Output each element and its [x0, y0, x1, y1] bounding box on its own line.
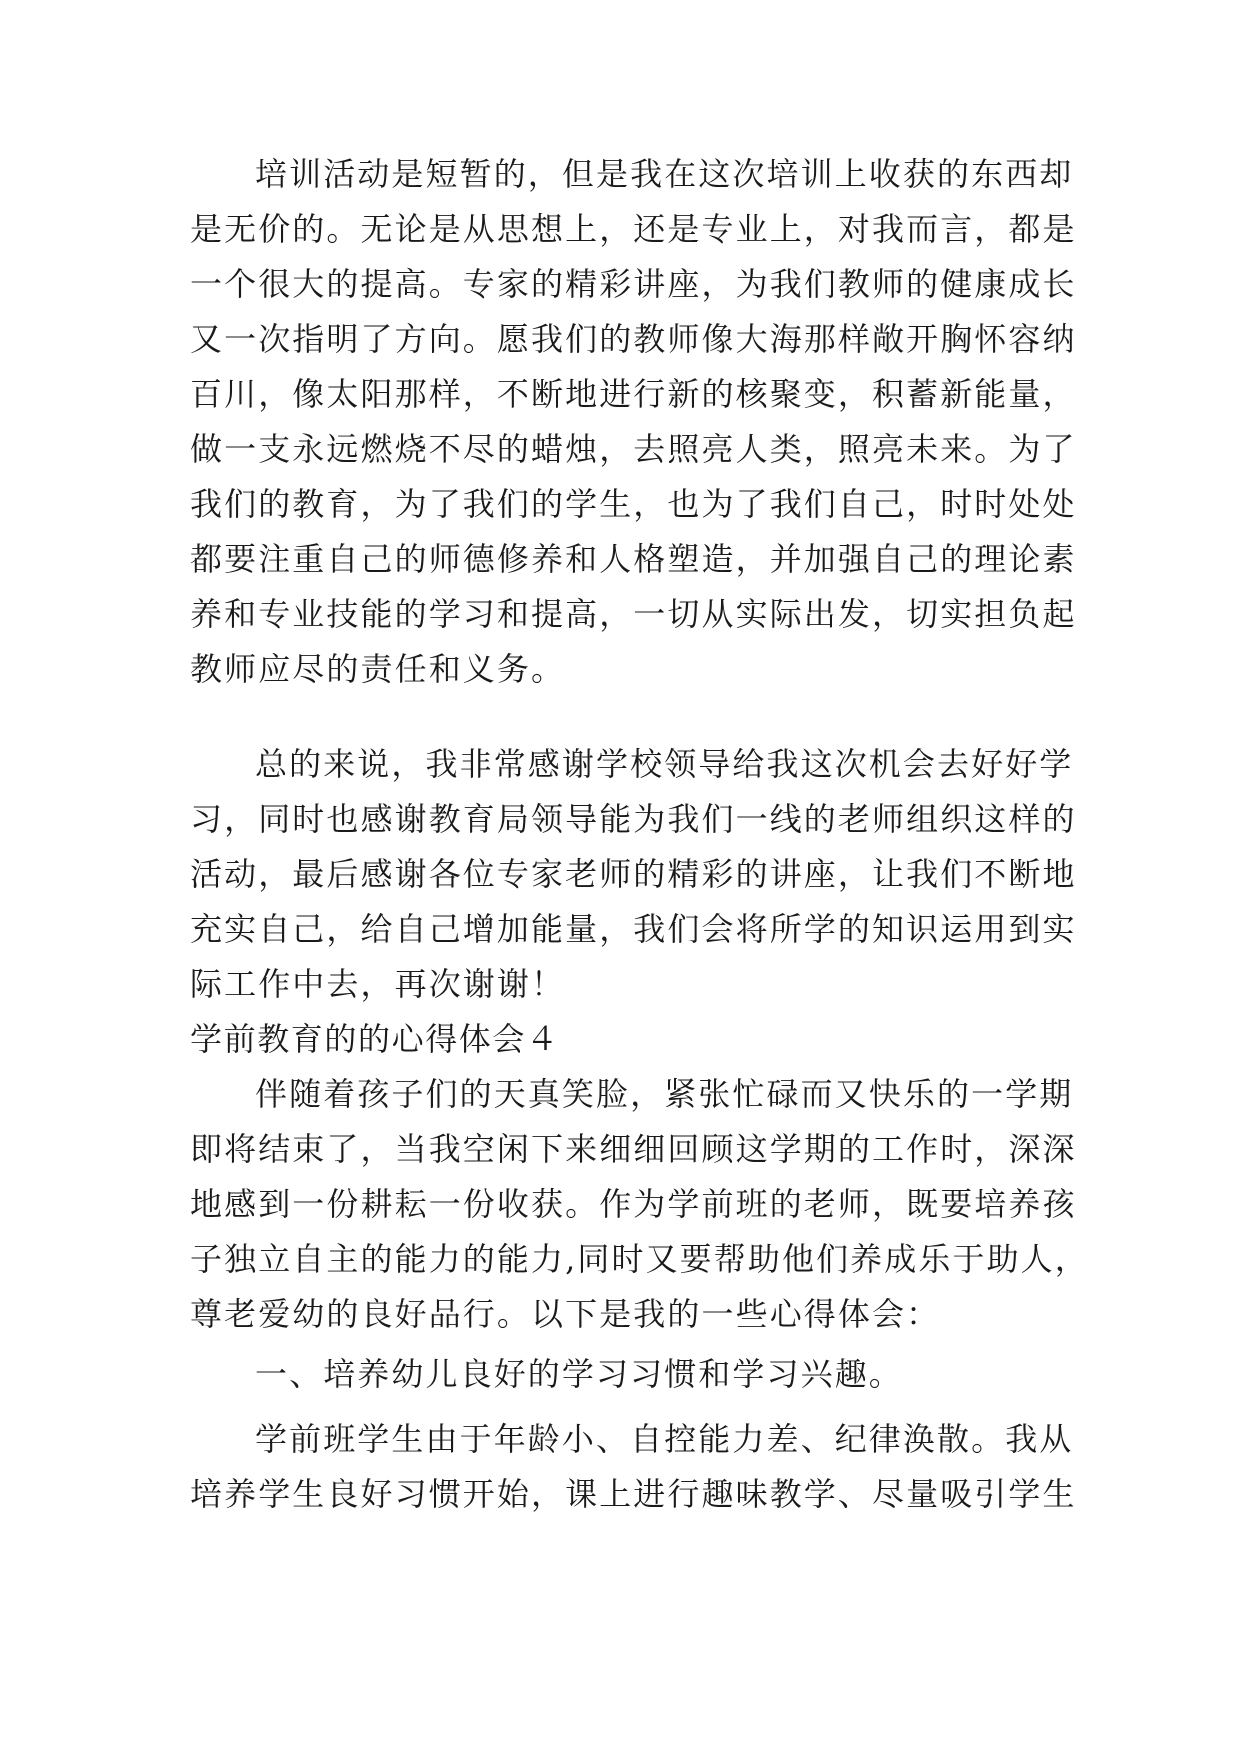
paragraph-line: 又一次指明了方向。愿我们的教师像大海那样敞开胸怀容纳: [190, 320, 1077, 358]
paragraph-line: 培训活动是短暂的，但是我在这次培训上收获的东西却: [255, 155, 1074, 193]
paragraph-line: 尊老爱幼的良好品行。以下是我的一些心得体会：: [190, 1295, 941, 1333]
paragraph-line: 际工作中去，再次谢谢！: [190, 965, 566, 1003]
paragraph-line: 子独立自主的能力的能力,同时又要帮助他们养成乐于助人，: [190, 1240, 1089, 1278]
paragraph-line: 百川，像太阳那样，不断地进行新的核聚变，积蓄新能量，: [190, 375, 1077, 413]
paragraph-line: 养和专业技能的学习和提高，一切从实际出发，切实担负起: [190, 595, 1077, 633]
paragraph-line: 地感到一份耕耘一份收获。作为学前班的老师，既要培养孩: [190, 1185, 1077, 1223]
paragraph-line: 教师应尽的责任和义务。: [190, 650, 566, 688]
section-heading: 学前教育的的心得体会４: [190, 1020, 560, 1058]
paragraph-line: 即将结束了，当我空闲下来细细回顾这学期的工作时，深深: [190, 1130, 1077, 1168]
paragraph-line: 培养学生良好习惯开始，课上进行趣味教学、尽量吸引学生: [190, 1475, 1077, 1513]
paragraph-line: 习，同时也感谢教育局领导能为我们一线的老师组织这样的: [190, 800, 1077, 838]
subheading-line: 一、培养幼儿良好的学习习惯和学习兴趣。: [255, 1355, 903, 1393]
paragraph-line: 总的来说，我非常感谢学校领导给我这次机会去好好学: [255, 745, 1074, 783]
paragraph-line: 都要注重自己的师德修养和人格塑造，并加强自己的理论素: [190, 540, 1077, 578]
paragraph-line: 学前班学生由于年龄小、自控能力差、纪律涣散。我从: [255, 1420, 1074, 1458]
paragraph-line: 做一支永远燃烧不尽的蜡烛，去照亮人类，照亮未来。为了: [190, 430, 1077, 468]
paragraph-line: 我们的教育，为了我们的学生，也为了我们自己，时时处处: [190, 485, 1077, 523]
paragraph-line: 活动，最后感谢各位专家老师的精彩的讲座，让我们不断地: [190, 855, 1077, 893]
paragraph-line: 是无价的。无论是从思想上，还是专业上，对我而言，都是: [190, 210, 1077, 248]
paragraph-line: 充实自己，给自己增加能量，我们会将所学的知识运用到实: [190, 910, 1077, 948]
paragraph-line: 一个很大的提高。专家的精彩讲座，为我们教师的健康成长: [190, 265, 1077, 303]
paragraph-line: 伴随着孩子们的天真笑脸，紧张忙碌而又快乐的一学期: [255, 1075, 1074, 1113]
